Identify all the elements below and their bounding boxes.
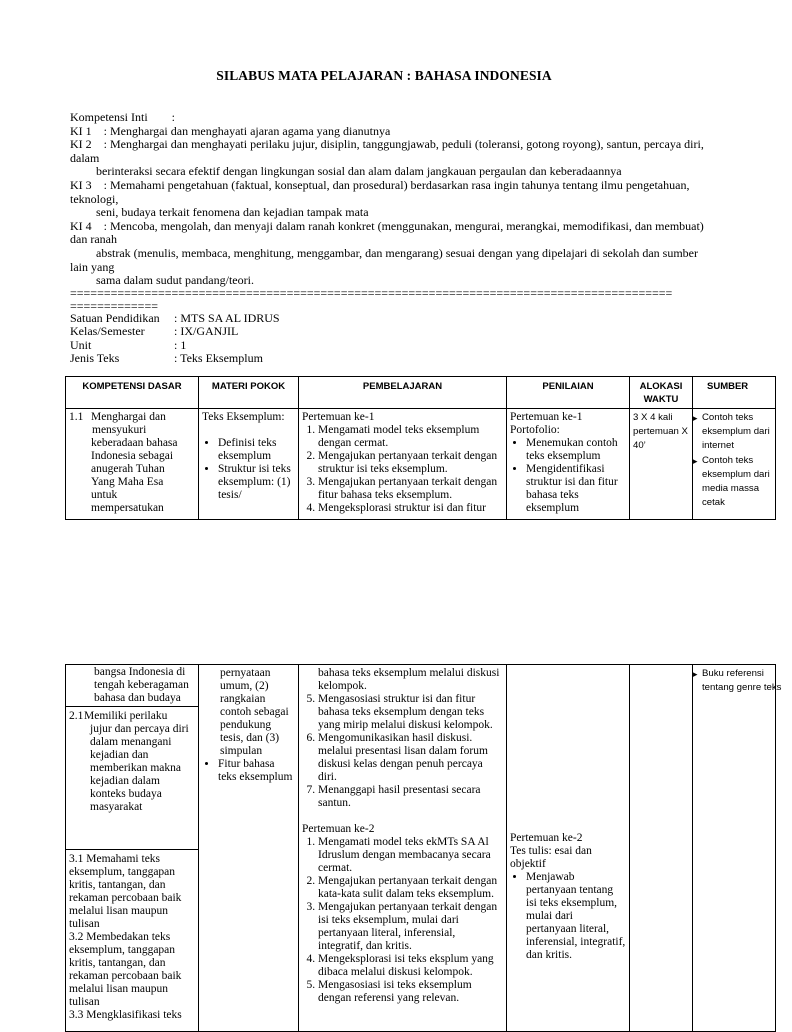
materi-item: • Struktur isi teks eksemplum: (1) tesis/ [218,463,295,502]
ki-3: KI 3 : Memahami pengetahuan (faktual, konseptual, dan prosedural) berdasarkan rasa ingin tahunya tentang ilmu pengetahuan, [70,177,690,192]
cell-sumber-cont [693,665,782,1032]
materi-line: contoh sebagai [220,706,289,718]
kd-line: tengah keberagaman [94,679,189,691]
header-materi-pokok: MATERI POKOK [199,377,299,409]
cell-pembelajaran-cont [299,665,507,1032]
kd-line: mensyukuri [92,424,147,436]
kd-line: kritis, tantangan, dan [69,879,166,891]
materi-item: • Definisi teks eksemplum [218,437,295,463]
meta-key: Jenis Teks [70,351,120,366]
kd-line: anugerah Tuhan [91,463,165,475]
kd-line: kritis, tantangan, dan [69,957,166,969]
identitas-silabus [70,312,280,366]
materi-line: pernyataan [220,667,271,679]
cell-alokasi [630,409,693,520]
meta-value: : 1 [174,337,187,352]
sumber-item: ▸ Contoh teks eksemplum dari internet [700,411,772,454]
meta-value: : MTS SA AL IDRUS [174,311,280,325]
materi-line: tesis, dan (3) [220,732,280,744]
header-alokasi-waktu: ALOKASI WAKTU [630,377,693,409]
meta-row [70,325,280,338]
meta-value: : IX/GANJIL [174,324,239,339]
kd-line: eksemplum, tanggapan [69,944,176,956]
penilaian-item: • Menjawab pertanyaan tentang isi teks eksemplum, mulai dari pertanyaan literal, inferensial, integratif, dan kritis. [526,871,626,962]
materi-line: rangkaian [220,693,266,705]
materi-title: Teks Eksemplum: [202,411,285,423]
kd-line: kejadian dan [90,749,149,761]
kd-line: konteks budaya [90,788,162,800]
kd-line: keberadaan bahasa [91,437,178,449]
kd-line: untuk [91,489,118,501]
pembelajaran-item: 2. Mengajukan pertanyaan terkait dengan struktur isi teks eksemplum. [318,450,503,476]
meta-row [70,352,280,365]
header-penilaian: PENILAIAN [507,377,630,409]
pembelajaran-item: 5. Mengasosiasi isi teks eksemplum dengan referensi yang relevan. [318,979,503,1005]
kd-line: eksemplum, tanggapan [69,866,176,878]
cell-alokasi-cont [630,665,693,1032]
cell-penilaian [507,409,630,520]
ki-4-wrap-2: lain yang [70,259,115,274]
cell-materi-cont [199,665,299,1032]
pembelajaran-title-2: Pertemuan ke-2 [302,823,375,835]
pembelajaran-item: 1. Mengamati model teks eksemplum dengan cermat. [318,424,503,450]
pembelajaran-item: 3. Mengajukan pertanyaan terkait dengan isi teks eksemplum, mulai dari pertanyaan literal, inferensial, integratif, dan kritis. [318,901,503,953]
kd-line: mempersatukan [91,502,164,514]
kd-line: Memiliki perilaku [84,710,168,722]
kd-line: rekaman percobaan baik [69,892,182,904]
alokasi-waktu: 3 X 4 kali pertemuan X 40’ [633,412,688,452]
kd-line: Indonesia sebagai [91,450,174,462]
cell-sumber [693,409,776,520]
ki-1: KI 1 : Menghargai dan menghayati ajaran agama yang dianutnya [70,123,391,138]
pembelajaran-item: 5. Mengasosiasi struktur isi dan fitur bahasa teks eksemplum dengan teks yang mirip melalui diskusi kelompok. [318,693,503,732]
penilaian-sub: Portofolio: [510,424,560,436]
ki-3-wrap: teknologi, [70,191,119,206]
kd-line: memberikan makna [90,762,182,774]
meta-value: : Teks Eksemplum [174,351,263,366]
meta-row [70,312,280,325]
cell-materi [199,409,299,520]
kd-line: Yang Maha Esa [91,476,164,488]
kd-line: dalam menangani [90,736,172,748]
kd-line: tulisan [69,996,100,1008]
meta-row [70,339,280,352]
materi-line: pendukung [220,719,272,731]
kd-line: bangsa Indonesia di [94,666,186,678]
kd-line: masyarakat [90,801,143,813]
kd-line: 3.1 Memahami teks [69,853,161,865]
pembelajaran-item: 4. Mengeksplorasi isi teks eksplum yang dibaca melalui diskusi kelompok. [318,953,503,979]
kompetensi-inti [70,110,704,288]
pembelajaran-item: 7. Menanggapi hasil presentasi secara santun. [318,784,503,810]
kd-1-1-cont [66,665,198,707]
header-pembelajaran: PEMBELAJARAN [299,377,507,409]
header-sumber: SUMBER [693,377,776,409]
header-kompetensi-dasar: KOMPETENSI DASAR [66,377,199,409]
ki-4: KI 4 : Mencoba, mengolah, dan menyaji dalam ranah konkret (menggunakan, mengurai, merangkai, memodifikasi, dan membuat) [70,218,704,233]
pembelajaran-line: bahasa teks eksemplum melalui diskusi kelompok. [318,667,500,692]
meta-key: Satuan Pendidikan [70,311,160,325]
meta-key: Kelas/Semester [70,324,145,339]
kd-line: Menghargai dan [91,411,166,423]
separator-line-2: ============= [70,299,158,313]
kd-line: tulisan [69,918,100,930]
silabus-table-page-2 [65,664,782,1032]
kd-line: 3.3 Mengklasifikasi teks [69,1009,182,1021]
ki-4-cont: abstrak (menulis, membaca, menghitung, menggambar, dan mengarang) sesuai dengan yang dipelajari di sekolah dan sumber [96,245,698,260]
kd-line: 3.2 Membedakan teks [69,931,171,943]
penilaian-sub-2: Tes tulis: esai dan objektif [510,845,592,870]
pembelajaran-item: 1. Mengamati model teks ekMTs SA Al Idruslum dengan membacanya secara cermat. [318,836,503,875]
pembelajaran-item: 2. Mengajukan pertanyaan terkait dengan kata-kata sulit dalam teks eksemplum. [318,875,503,901]
ki-4-wrap: dan ranah [70,232,117,247]
kd-line: bahasa dan budaya [94,692,181,704]
penilaian-title: Pertemuan ke-1 [510,411,583,423]
cell-penilaian-cont [507,665,630,1032]
penilaian-title-2: Pertemuan ke-2 [510,832,583,844]
kd-number: 2.1 [69,710,84,722]
penilaian-item: • Mengidentifikasi struktur isi dan fitur bahasa teks eksemplum [526,463,626,515]
pembelajaran-item: 6. Mengomunikasikan hasil diskusi. melalui presentasi lisan dalam forum diskusi kelas dengan penuh percaya diri. [318,732,503,784]
pembelajaran-item: 3. Mengajukan pertanyaan terkait dengan fitur bahasa teks eksemplum. [318,476,503,502]
sumber-item: ▸ Contoh teks eksemplum dari media massa cetak [700,454,772,511]
ki-4-cont-2: sama dalam sudut pandang/teori. [96,273,254,288]
ki-2-cont: berinteraksi secara efektif dengan lingkungan sosial dan alam dalam jangkauan pergaulan dan keberadaannya [96,164,622,179]
page-title: SILABUS MATA PELAJARAN : BAHASA INDONESIA [216,68,552,83]
kd-line: melalui lisan maupun [69,905,169,917]
kd-line: melalui lisan maupun [69,983,169,995]
separator-line: ========================================================================================= [70,286,673,300]
cell-pembelajaran [299,409,507,520]
kd-number: 1.1 [69,411,84,423]
kd-line: kejadian dalam [90,775,160,787]
ki-2-wrap: dalam [70,150,100,165]
materi-item: • Fitur bahasa teks eksemplum [218,758,295,784]
ki-3-cont: seni, budaya terkait fenomena dan kejadian tampak mata [96,205,369,220]
cell-kd [66,409,199,520]
materi-line: simpulan [220,745,263,757]
pembelajaran-item: 4. Mengeksplorasi struktur isi dan fitur [318,502,503,515]
penilaian-item: • Menemukan contoh teks eksemplum [526,437,626,463]
meta-key: Unit [70,337,92,352]
materi-line: umum, (2) [220,680,269,692]
sumber-item: ▸ Buku referensi tentang genre teks [700,667,792,695]
kd-3 [66,850,198,1031]
kd-line: rekaman percobaan baik [69,970,182,982]
kd-2-1 [66,707,198,850]
pembelajaran-title: Pertemuan ke-1 [302,411,375,423]
kd-1-1 [69,411,195,515]
ki-2: KI 2 : Menghargai dan menghayati perilaku jujur, disiplin, tanggungjawab, peduli (toleransi, gotong royong), santun, percaya diri, [70,137,704,152]
kd-line: jujur dan percaya diri [90,723,189,735]
ki-heading: Kompetensi Inti : [70,110,175,124]
silabus-table-page-1 [65,376,776,520]
cell-kd-cont [66,665,199,1032]
